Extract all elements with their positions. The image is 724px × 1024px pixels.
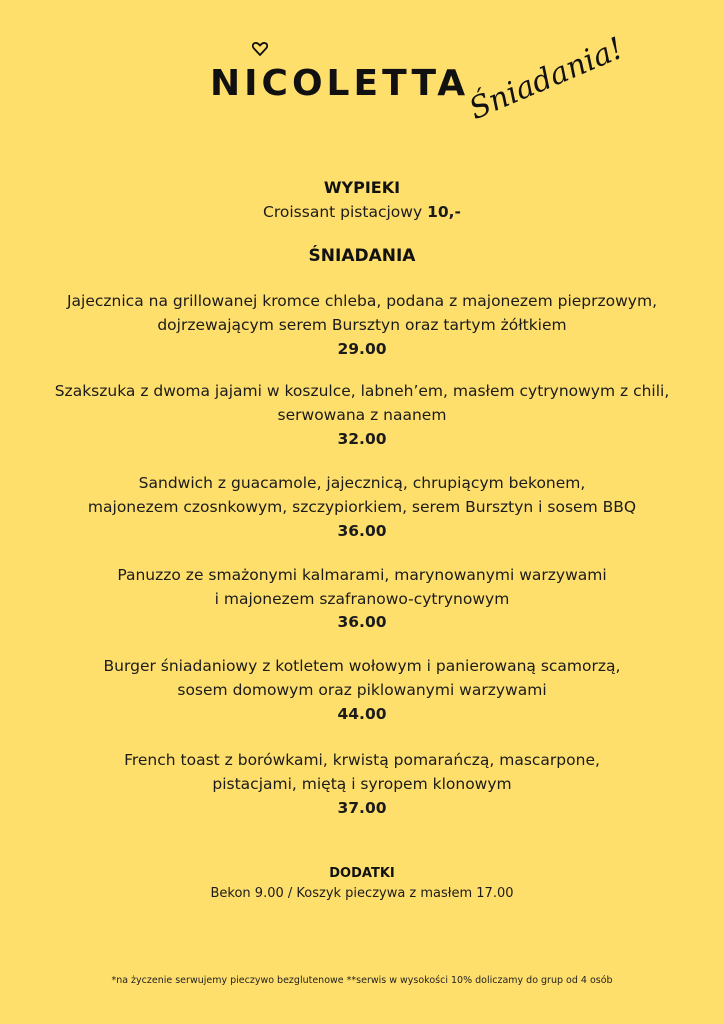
menu-item-6-line1: French toast z borówkami, krwistą pomarańczą, mascarpone, bbox=[124, 751, 600, 769]
menu-item-2-price: 32.00 bbox=[337, 430, 387, 448]
menu-item-1-price: 29.00 bbox=[337, 340, 387, 358]
menu-item-2-line1: Szakszuka z dwoma jajami w koszulce, labneh’em, masłem cytrynowym z chili, bbox=[54, 382, 670, 400]
menu-item-4-price: 36.00 bbox=[337, 613, 387, 631]
pastry-item-price: 10,- bbox=[427, 203, 461, 221]
extras-line: Bekon 9.00 / Koszyk pieczywa z masłem 17.00 bbox=[210, 886, 514, 901]
menu-item-3-price: 36.00 bbox=[337, 522, 387, 540]
menu-item-3-line1: Sandwich z guacamole, jajecznicą, chrupiącym bekonem, bbox=[138, 474, 586, 492]
logo-wordmark: NICOLETTA bbox=[210, 63, 470, 104]
menu-item-5-price: 44.00 bbox=[337, 705, 387, 723]
menu-item-6-line2: pistacjami, miętą i syropem klonowym bbox=[212, 775, 512, 793]
pastry-item-name: Croissant pistacjowy bbox=[263, 203, 423, 221]
menu-item-2-line2: serwowana z naanem bbox=[277, 406, 447, 424]
script-subtitle: Śniadania! bbox=[464, 30, 629, 127]
footnote: *na życzenie serwujemy pieczywo bezglutenowe **serwis w wysokości 10% doliczamy do grup od 4 osób bbox=[111, 975, 613, 986]
section-title-dodatki: DODATKI bbox=[329, 866, 395, 881]
menu-item-5-line2: sosem domowym oraz piklowanymi warzywami bbox=[177, 681, 547, 699]
section-title-sniadania: ŚNIADANIA bbox=[308, 246, 416, 266]
menu-item-1-line2: dojrzewającym serem Bursztyn oraz tartym żółtkiem bbox=[157, 316, 567, 334]
menu-item-3-line2: majonezem czosnkowym, szczypiorkiem, serem Bursztyn i sosem BBQ bbox=[87, 498, 637, 516]
menu-item-6-price: 37.00 bbox=[337, 799, 387, 817]
menu-item-1-line1: Jajecznica na grillowanej kromce chleba, podana z majonezem pieprzowym, bbox=[66, 292, 658, 310]
section-title-wypieki: WYPIEKI bbox=[323, 178, 401, 197]
menu-item-4-line1: Panuzzo ze smażonymi kalmarami, marynowanymi warzywami bbox=[117, 566, 607, 584]
menu-item-5-line1: Burger śniadaniowy z kotletem wołowym i panierowaną scamorzą, bbox=[103, 657, 621, 675]
heart-icon bbox=[252, 42, 268, 56]
pastry-item bbox=[0, 203, 724, 221]
menu-item-4-line2: i majonezem szafranowo-cytrynowym bbox=[214, 590, 510, 608]
